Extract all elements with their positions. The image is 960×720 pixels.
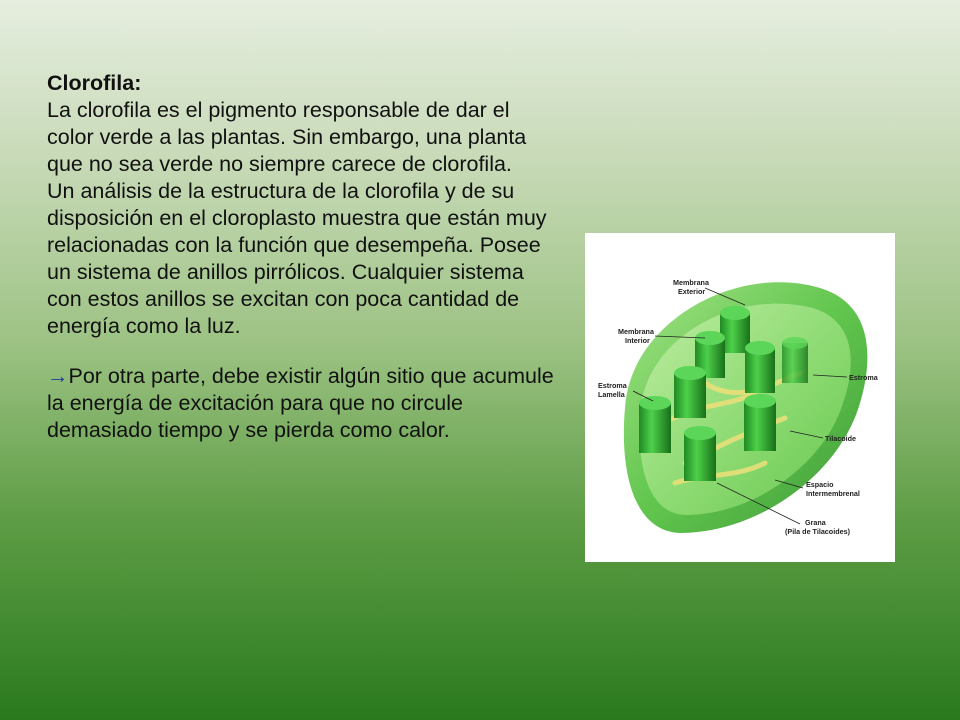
slide-title: Clorofila: bbox=[47, 71, 142, 95]
label-espacio-1: Espacio bbox=[806, 480, 834, 489]
label-membrana-interior-1: Membrana bbox=[618, 327, 654, 336]
paragraph-1b: Un análisis de la estructura de la clorofila y de su disposición en el cloroplasto muestra que están muy relacionadas con la función que desempeña. Posee un sistema de anillos pirrólicos. Cualquier sistema con estos anillos se excitan con poca cantidad de energía como la luz. bbox=[47, 179, 547, 338]
label-tilacoide: Tilacoide bbox=[825, 434, 857, 443]
slide-text bbox=[47, 70, 562, 444]
paragraph-1a: La clorofila es el pigmento responsable de dar el color verde a las plantas. Sin embargo, una planta que no sea verde no siempre carece de clorofila. bbox=[47, 98, 527, 176]
label-membrana-exterior-1: Membrana bbox=[673, 278, 709, 287]
label-estroma-lamella-2: Lamella bbox=[598, 390, 625, 399]
arrow-right-icon: → bbox=[47, 364, 69, 388]
label-estroma: Estroma bbox=[849, 373, 878, 382]
label-espacio-2: Intermembrenal bbox=[806, 489, 860, 498]
label-estroma-lamella-1: Estroma bbox=[598, 381, 627, 390]
label-grana-2: (Pila de Tilacoides) bbox=[785, 527, 850, 536]
chloroplast-illustration bbox=[585, 233, 895, 562]
label-grana-1: Grana bbox=[805, 518, 826, 527]
chloroplast-diagram bbox=[585, 233, 895, 562]
paragraph-2 bbox=[47, 363, 562, 444]
paragraph-2-text: Por otra parte, debe existir algún sitio que acumule la energía de excitación para que no circule demasiado tiempo y se pierda como calor. bbox=[47, 364, 554, 442]
label-membrana-interior-2: Interior bbox=[625, 336, 650, 345]
label-membrana-exterior-2: Exterior bbox=[678, 287, 706, 296]
